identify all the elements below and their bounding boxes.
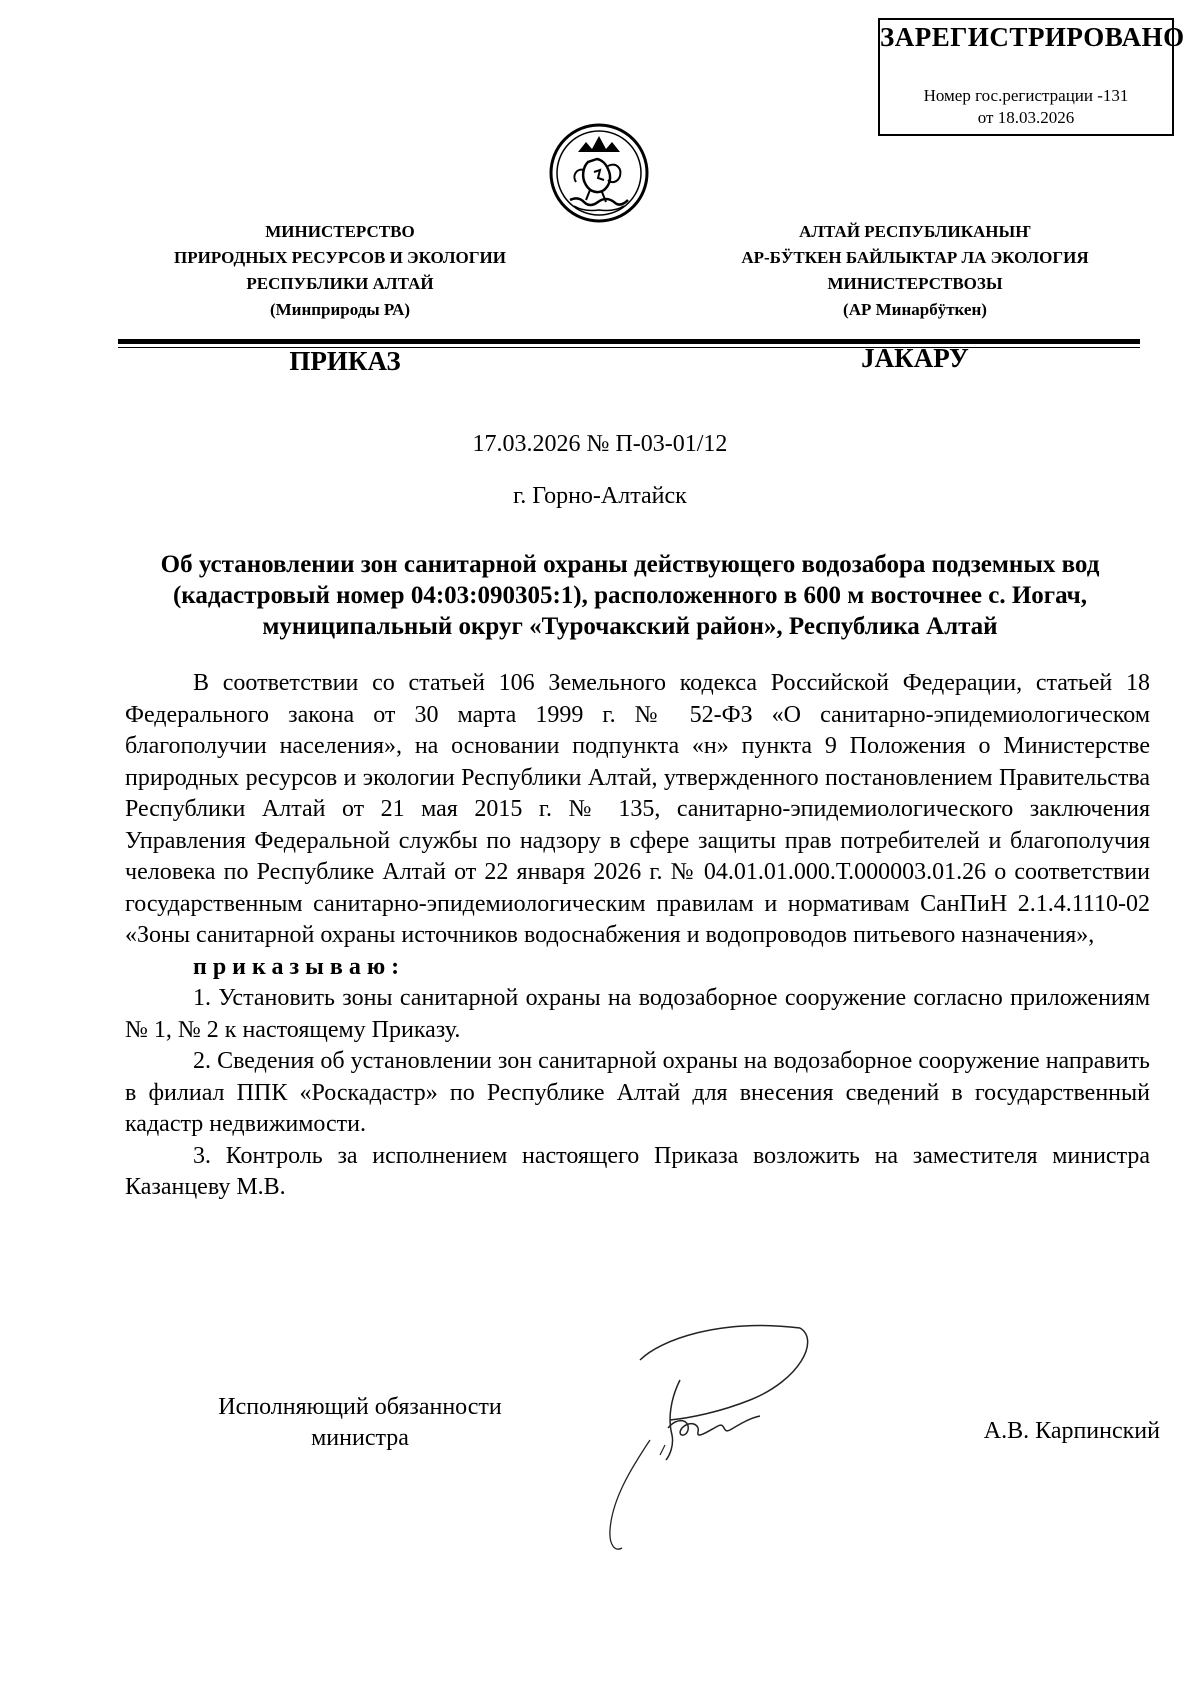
order-title-russian: ПРИКАЗ [289,346,401,376]
signatory-position [170,1392,550,1454]
header-line: АЛТАЙ РЕСПУБЛИКАНЫҤ [799,222,1031,241]
stamp-reg-number: Номер гос.регистрации -131 [923,86,1129,105]
stamp-reg-date: от 18.03.2026 [977,108,1075,127]
header-line: МИНИСТЕРСТВОЗЫ [827,274,1003,293]
order-verb: приказываю: [193,953,406,980]
position-line: Исполняющий обязанности [218,1394,502,1420]
ministry-header-russian [140,219,540,323]
order-item: 3. Контроль за исполнением настоящего Приказа возложить на заместителя министра Казанцеву М.В. [125,1142,1150,1200]
header-line: (АР Минарбӱткен) [843,300,987,319]
header-line: РЕСПУБЛИКИ АЛТАЙ [246,274,434,293]
order-city: г. Горно-Алтайск [513,483,687,509]
preamble-paragraph: В соответствии со статьей 106 Земельного кодекса Российской Федерации, статьей 18 Федерального закона от 30 марта 1999 г. № 52-ФЗ «О санитарно-эпидемиологическом благополучии населения», на основании подпункта «н» пункта 9 Положения о Министерстве природных ресурсов и экологии Республики Алтай, утвержденного постановлением Правительства Республики Алтай от 21 мая 2015 г. № 135, санитарно-эпидемиологического заключения Управления Федеральной службы по надзору в сфере защиты прав потребителей и благополучия человека по Республике Алтай от 22 января 2026 г. № 04.01.01.000.Т.000003.01.26 о соответствии государственным санитарно-эпидемиологическим правилам и нормативам СанПиН 2.1.4.1110-02 «Зоны санитарной охраны источников водоснабжения и водопроводов питьевого назначения», [125,670,1150,948]
coat-of-arms-emblem [548,122,650,224]
header-divider-thick [118,339,1140,344]
header-line: АР-БӰТКЕН БАЙЛЫКТАР ЛА ЭКОЛОГИЯ [741,248,1089,267]
handwritten-signature [570,1320,900,1560]
header-line: МИНИСТЕРСТВО [265,222,415,241]
order-subject: Об установлении зон санитарной охраны действующего водозабора подземных вод (кадастровый номер 04:03:090305:1), расположенного в 600 м восточнее с. Иогач, муниципальный округ «Турочакский район», Республика Алтай [160,551,1100,640]
stamp-title: ЗАРЕГИСТРИРОВАНО [880,22,1185,52]
order-item: 2. Сведения об установлении зон санитарной охраны на водозаборное сооружение направить в филиал ППК «Роскадастр» по Республике Алтай для внесения сведений в государственный кадастр недвижимости. [125,1048,1150,1137]
registration-stamp [878,18,1185,136]
order-date-number: 17.03.2026 № П-03-01/12 [472,431,728,457]
order-body [125,668,1150,1204]
order-item: 1. Установить зоны санитарной охраны на водозаборное сооружение согласно приложениям № 1, № 2 к настоящему Приказу. [125,985,1150,1043]
ministry-header-altai [700,219,1130,323]
header-line: (Минприроды РА) [269,300,411,319]
signatory-name: А.В. Карпинский [983,1418,1160,1444]
header-line: ПРИРОДНЫХ РЕСУРСОВ И ЭКОЛОГИИ [174,248,506,267]
order-title-altai: JАКАРУ [861,343,969,373]
position-line: министра [311,1425,409,1451]
